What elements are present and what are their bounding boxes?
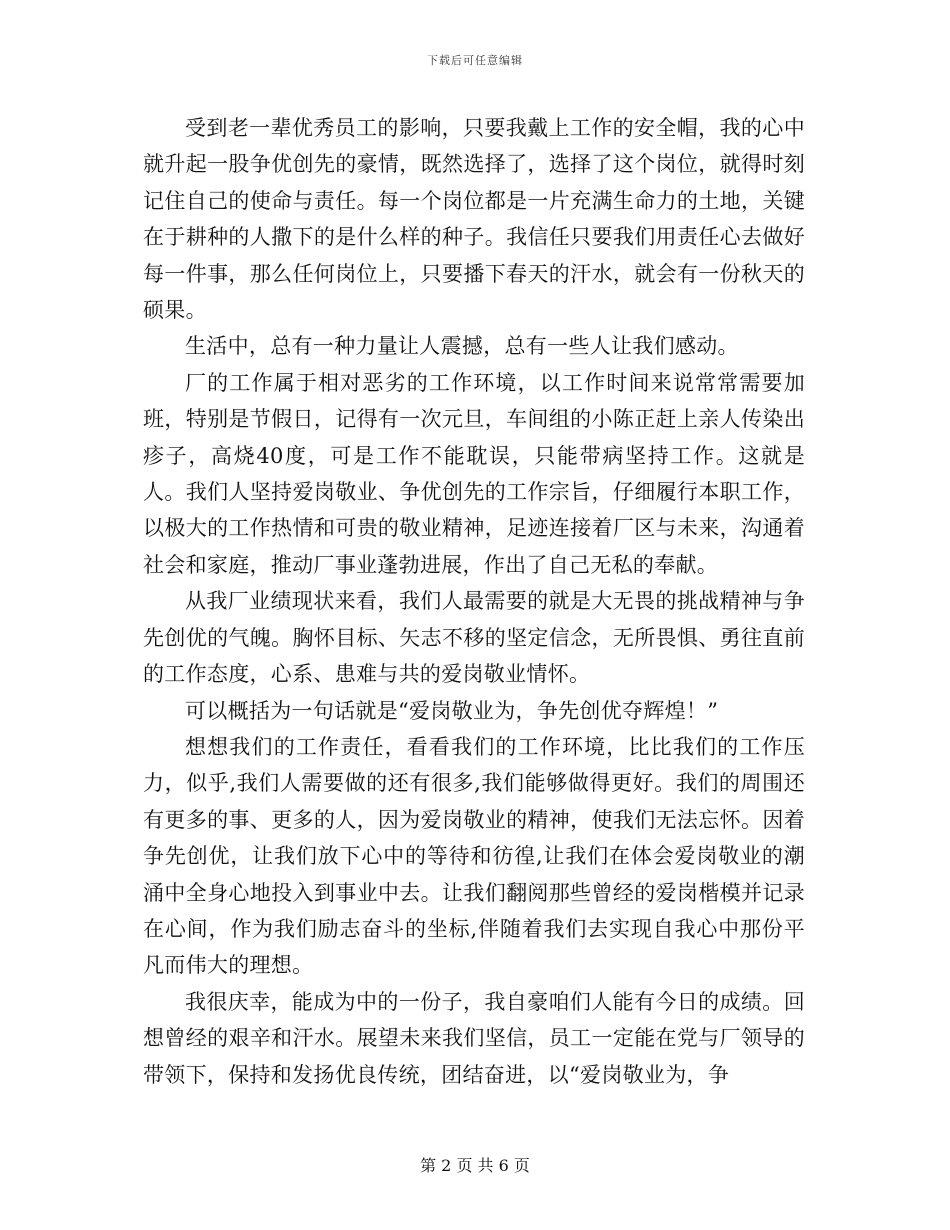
paragraph: 生活中，总有一种力量让人震撼，总有一些人让我们感动。 (185, 334, 739, 359)
paragraph: 从我厂业绩现状来看，我们人最需要的就是大无畏的挑战精神与争先创优的气魄。胸怀目标、矢志不移的坚定信念，无所畏惧、勇往直前的工作态度，心系、患难与共的爱岗敬业情怀。 (143, 589, 805, 687)
paragraph: 厂的工作属于相对恶劣的工作环境，以工作时间来说常常需要加班，特别是节假日，记得有一次元旦，车间组的小陈正赶上亲人传染出疹子，高烧40度，可是工作不能耽误，只能带病坚持工作。这就是人。我们人坚持爱岗敬业、争优创先的工作宗旨，仔细履行本职工作，以极大的工作热情和可贵的敬业精神，足迹连接着厂区与未来，沟通着社会和家庭，推动厂事业蓬勃进展，作出了自己无私的奉献。 (143, 370, 805, 577)
page-header: 下载后可任意编辑 (427, 54, 523, 67)
page-number-footer: 第 2 页 共 6 页 (420, 1156, 530, 1175)
paragraph: 想想我们的工作责任，看看我们的工作环境，比比我们的工作压力，似乎,我们人需要做的还有很多,我们能够做得更好。我们的周围还有更多的事、更多的人，因为爱岗敬业的精神，使我们无法忘怀。因着争先创优，让我们放下心中的等待和彷徨,让我们在体会爱岗敬业的潮涌中全身心地投入到事业中去。让我们翻阅那些曾经的爱岗楷模并记录在心间，作为我们励志奋斗的坐标,伴随着我们去实现自我心中那份平凡而伟大的理想。 (143, 734, 805, 978)
paragraph: 可以概括为一句话就是“爱岗敬业为，争先创优夺辉煌！” (185, 698, 719, 723)
document-body (143, 110, 805, 1093)
paragraph: 我很庆幸，能成为中的一份子，我自豪咱们人能有今日的成绩。回想曾经的艰辛和汗水。展望未来我们坚信，员工一定能在党与厂领导的带领下，保持和发扬优良传统，团结奋进，以“爱岗敬业为，争 (143, 989, 805, 1087)
paragraph: 受到老一辈优秀员工的影响，只要我戴上工作的安全帽，我的心中就升起一股争优创先的豪情，既然选择了，选择了这个岗位，就得时刻记住自己的使命与责任。每一个岗位都是一片充满生命力的土地，关键在于耕种的人撒下的是什么样的种子。我信任只要我们用责任心去做好每一件事，那么任何岗位上，只要播下春天的汗水，就会有一份秋天的硕果。 (143, 116, 805, 323)
